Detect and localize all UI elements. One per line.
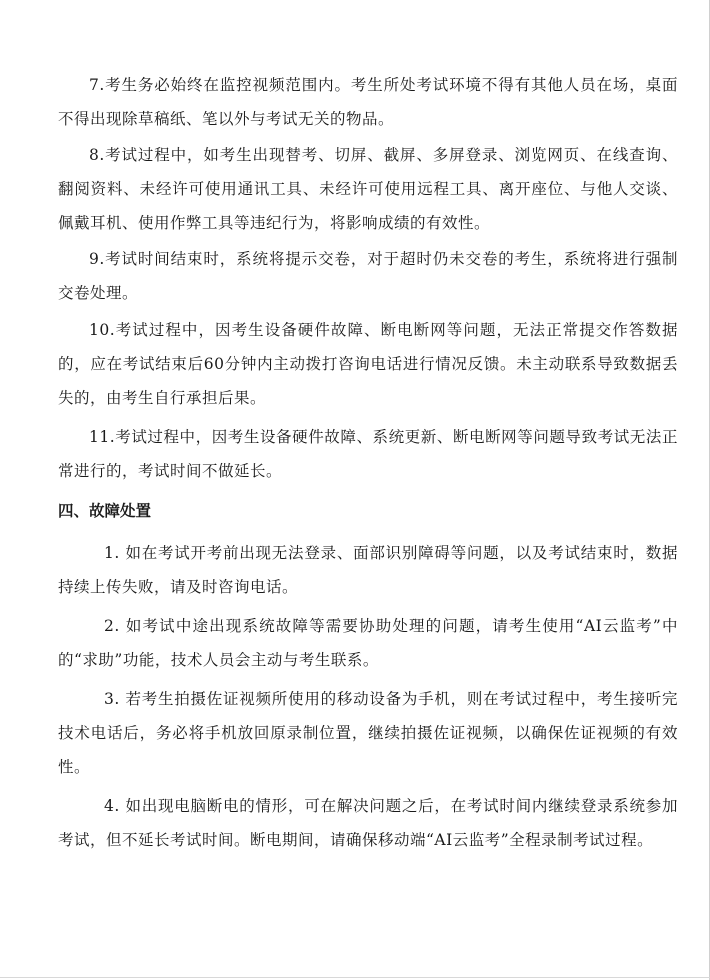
fault-item-2: 2. 如考试中途出现系统故障等需要协助处理的问题，请考生使用“AI云监考”中的“求助”功能，技术人员会主动与考生联系。 [58, 617, 678, 669]
fault-item-4: 4. 如出现电脑断电的情形，可在解决问题之后，在考试时间内继续登录系统参加考试，但不延长考试时间。断电期间，请确保移动端“AI云监考”全程录制考试过程。 [58, 797, 678, 849]
rule-paragraph-7: 7.考生务必始终在监控视频范围内。考生所处考试环境不得有其他人员在场，桌面不得出现除草稿纸、笔以外与考试无关的物品。 [58, 76, 678, 128]
page-edge-bottom [0, 977, 710, 978]
section-heading-fault-handling: 四、故障处置 [58, 502, 152, 520]
rule-paragraph-9: 9.考试时间结束时，系统将提示交卷，对于超时仍未交卷的考生，系统将进行强制交卷处理。 [58, 250, 678, 302]
fault-item-1: 1. 如在考试开考前出现无法登录、面部识别障碍等问题，以及考试结束时，数据持续上传失败，请及时咨询电话。 [58, 544, 678, 596]
rule-paragraph-8: 8.考试过程中，如考生出现替考、切屏、截屏、多屏登录、浏览网页、在线查询、翻阅资料、未经许可使用通讯工具、未经许可使用远程工具、离开座位、与他人交谈、佩戴耳机、使用作弊工具等违纪行为，将影响成绩的有效性。 [58, 146, 678, 232]
rule-paragraph-10: 10.考试过程中，因考生设备硬件故障、断电断网等问题，无法正常提交作答数据的，应在考试结束后60分钟内主动拨打咨询电话进行情况反馈。未主动联系导致数据丢失的，由考生自行承担后果。 [58, 321, 678, 407]
fault-item-3: 3. 若考生拍摄佐证视频所使用的移动设备为手机，则在考试过程中，考生接听完技术电话后，务必将手机放回原录制位置，继续拍摄佐证视频，以确保佐证视频的有效性。 [58, 690, 678, 776]
rule-paragraph-11: 11.考试过程中，因考生设备硬件故障、系统更新、断电断网等问题导致考试无法正常进行的，考试时间不做延长。 [58, 428, 678, 480]
